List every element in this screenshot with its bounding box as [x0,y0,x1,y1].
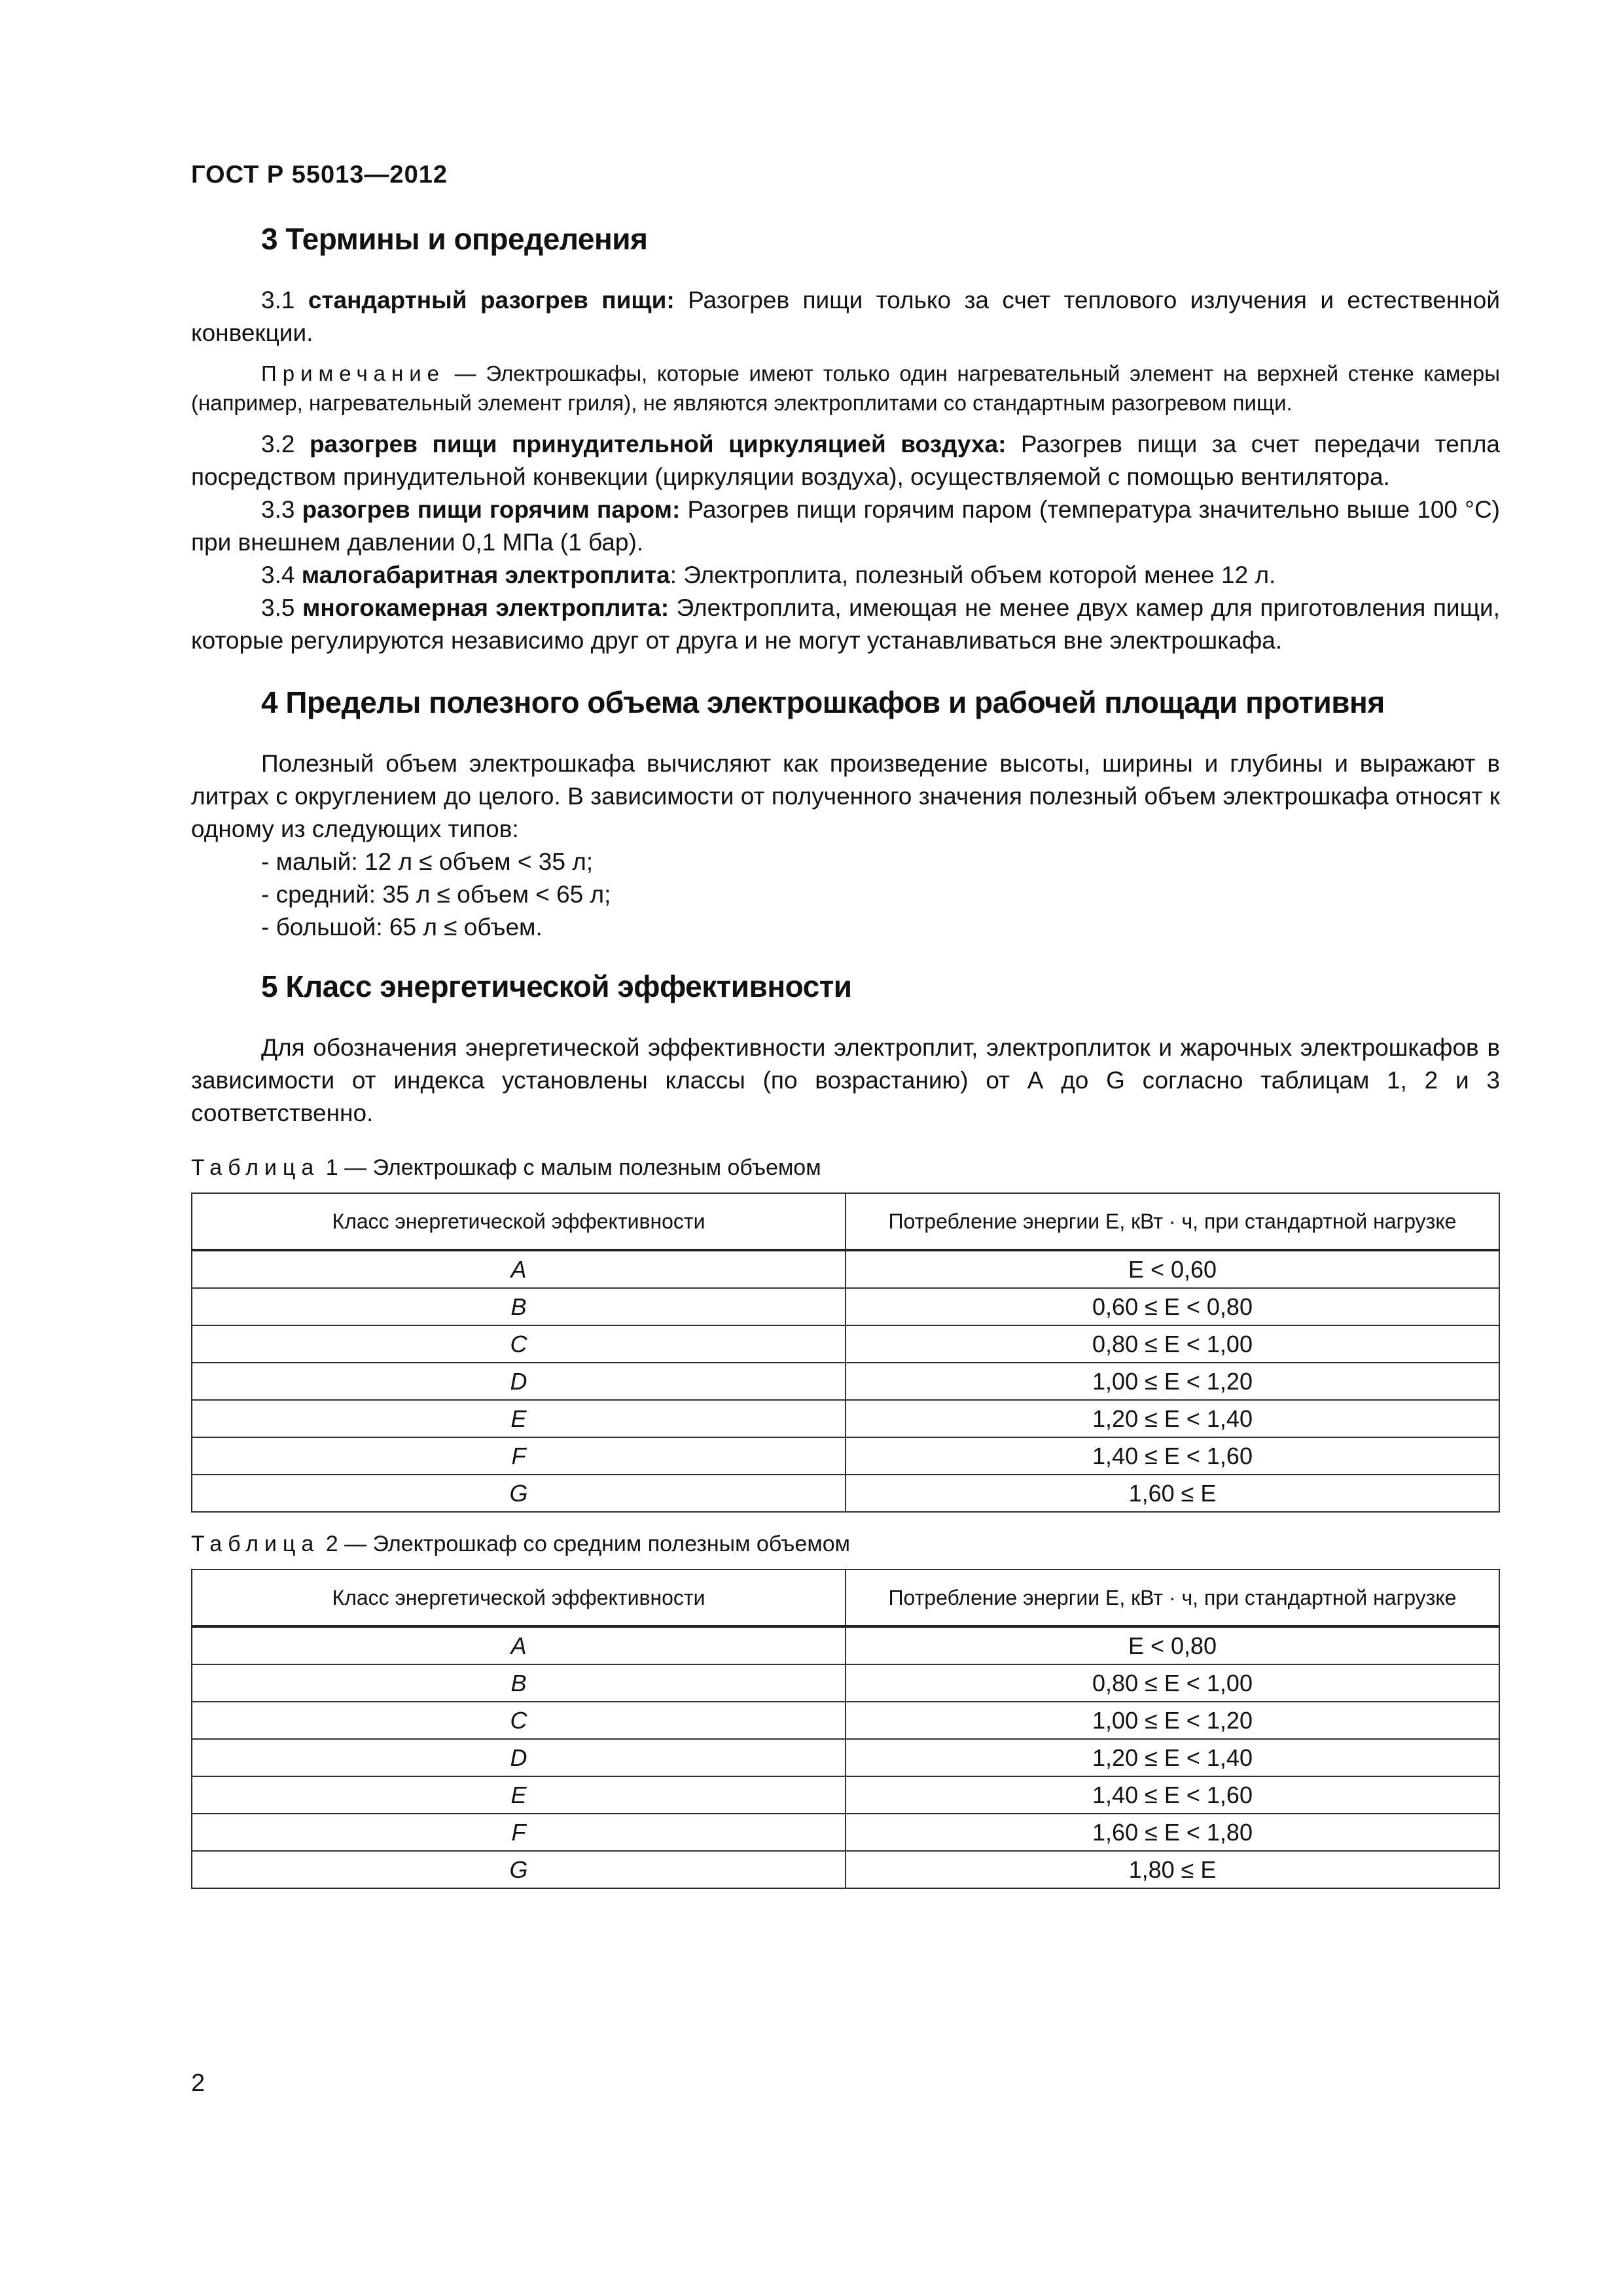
page-number: 2 [191,2070,205,2097]
term-definition: Электроплита, имеющая не менее двух камер для приготовления пищи, которые регулируются независимо друг от друга и не могут устанавливаться вне электрошкафа. [191,594,1500,654]
table-label: Таблица [191,1155,320,1180]
table-row [192,1437,1499,1475]
value-cell: 1,40 ≤ E < 1,60 [846,1437,1499,1475]
table-title: 2 — Электрошкаф со средним полезным объемом [319,1532,850,1556]
term-definition: : Электроплита, полезный объем которой менее 12 л. [669,562,1276,588]
class-cell: D [192,1363,846,1400]
term-name: малогабаритная электроплита [301,562,670,588]
value-cell: E < 0,80 [846,1626,1499,1664]
class-cell: B [192,1288,846,1325]
value-cell: 1,20 ≤ E < 1,40 [846,1739,1499,1776]
term-3-3 [191,493,1500,559]
class-cell: E [192,1400,846,1437]
volume-type-large: - большой: 65 л ≤ объем. [261,914,543,941]
class-cell: D [192,1739,846,1776]
table-row [192,1664,1499,1702]
volume-type-small: - малый: 12 л ≤ объем < 35 л; [261,848,594,875]
section-5-title: 5 Класс энергетической эффективности [261,969,852,1003]
term-3-4 [191,559,1500,592]
table-row [192,1475,1499,1512]
class-cell: G [192,1475,846,1512]
section-3-title: 3 Термины и определения [261,222,648,256]
value-cell: 1,00 ≤ E < 1,20 [846,1702,1499,1739]
term-number: 3.3 [261,496,295,523]
table-row [192,1776,1499,1814]
term-name: стандартный разогрев пищи: [308,287,675,314]
value-cell: 1,80 ≤ E [846,1851,1499,1888]
page-content [191,223,1500,1889]
table-header-row [192,1193,1499,1250]
class-cell: A [192,1250,846,1288]
value-cell: 0,60 ≤ E < 0,80 [846,1288,1499,1325]
table-row [192,1363,1499,1400]
term-number: 3.4 [261,562,295,588]
column-header-class: Класс энергетической эффективности [192,1570,846,1626]
table-row [192,1851,1499,1888]
term-name: многокамерная электроплита: [302,594,669,621]
class-cell: C [192,1702,846,1739]
table-row [192,1626,1499,1664]
table-row [192,1400,1499,1437]
column-header-consumption: Потребление энергии E, кВт · ч, при стандартной нагрузке [846,1193,1499,1250]
term-definition: Разогрев пищи горячим паром (температура значительно выше 100 °С) при внешнем давлении 0,1 МПа (1 бар). [191,496,1500,556]
table-row [192,1250,1499,1288]
term-name: разогрев пищи горячим паром: [302,496,681,523]
table-row [192,1814,1499,1851]
term-3-5 [191,592,1500,657]
section-5-paragraph: Для обозначения энергетической эффективности электроплит, электроплиток и жарочных электрошкафов в зависимости от индекса установлены классы (по возрастанию) от А до G согласно таблицам 1, 2 и 3 соответственно. [191,1034,1500,1126]
table-1 [191,1193,1500,1513]
table-label: Таблица [191,1532,320,1556]
volume-type-medium: - средний: 35 л ≤ объем < 65 л; [261,881,611,908]
class-cell: B [192,1664,846,1702]
table-header-row [192,1570,1499,1626]
section-4-paragraph: Полезный объем электрошкафа вычисляют как произведение высоты, ширины и глубины и выражают в литрах с округлением до целого. В зависимости от полученного значения полезный объем электрошкафа относят к одному из следующих типов: [191,750,1500,842]
term-number: 3.5 [261,594,295,621]
table-title: 1 — Электрошкаф с малым полезным объемом [319,1155,821,1180]
table-row [192,1739,1499,1776]
table-2 [191,1569,1500,1889]
term-3-2 [191,428,1500,493]
term-number: 3.1 [261,287,295,314]
column-header-class: Класс энергетической эффективности [192,1193,846,1250]
value-cell: 0,80 ≤ E < 1,00 [846,1664,1499,1702]
term-3-1 [191,284,1500,350]
class-cell: F [192,1814,846,1851]
term-definition: Разогрев пищи только за счет теплового излучения и естественной конвекции. [191,287,1500,346]
term-number: 3.2 [261,431,295,457]
table-row [192,1288,1499,1325]
value-cell: 1,60 ≤ E [846,1475,1499,1512]
class-cell: G [192,1851,846,1888]
table-2-caption [191,1530,1500,1558]
class-cell: F [192,1437,846,1475]
class-cell: C [192,1325,846,1363]
value-cell: 1,40 ≤ E < 1,60 [846,1776,1499,1814]
document-id: ГОСТ Р 55013—2012 [191,161,448,188]
value-cell: 1,20 ≤ E < 1,40 [846,1400,1499,1437]
value-cell: 1,00 ≤ E < 1,20 [846,1363,1499,1400]
column-header-consumption: Потребление энергии E, кВт · ч, при стандартной нагрузке [846,1570,1499,1626]
term-name: разогрев пищи принудительной циркуляцией воздуха: [309,431,1007,457]
class-cell: E [192,1776,846,1814]
note-label: Примечание [261,361,446,386]
table-row [192,1325,1499,1363]
term-definition: Разогрев пищи за счет передачи тепла посредством принудительной конвекции (циркуляции воздуха), осуществляемой с помощью вентилятора. [191,431,1500,490]
note [191,359,1500,418]
value-cell: 0,80 ≤ E < 1,00 [846,1325,1499,1363]
note-text: — Электрошкафы, которые имеют только один нагревательный элемент на верхней стенке камеры (например, нагревательный элемент гриля), не являются электроплитами со стандартным разогревом пищи. [191,361,1501,415]
class-cell: A [192,1626,846,1664]
section-4-title: 4 Пределы полезного объема электрошкафов и рабочей площади противня [261,685,1385,719]
table-row [192,1702,1499,1739]
value-cell: 1,60 ≤ E < 1,80 [846,1814,1499,1851]
value-cell: E < 0,60 [846,1250,1499,1288]
table-1-caption [191,1153,1500,1182]
